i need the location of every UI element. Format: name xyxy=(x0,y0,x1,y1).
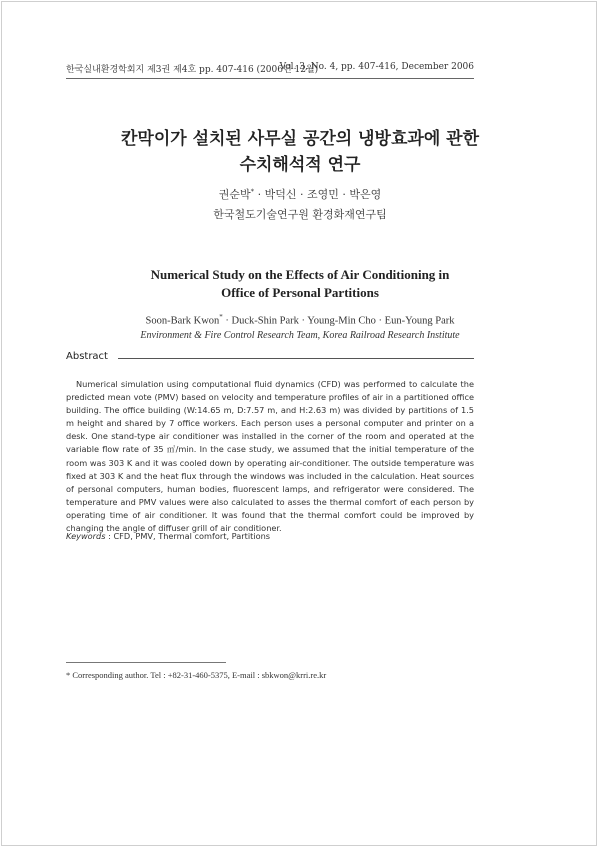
running-header xyxy=(66,62,474,76)
korean-title-line-1: 칸막이가 설치된 사무실 공간의 냉방효과에 관한 xyxy=(120,129,480,149)
english-title-line-1: Numerical Study on the Effects of Air Conditioning in xyxy=(150,267,450,282)
corresponding-mark: * xyxy=(250,187,255,196)
abstract-text: Numerical simulation using computational fluid dynamics (CFD) was performed to calculate the predicted mean vote (PMV) based on velocity and temperature profiles of air in a partitioned office building. The office building (W:14.65 m, D:7.57 m, and H:2.63 m) was divided by partitions of 1.5 m height and shared by 7 office workers. Each person uses a personal computer and printer on a desk. One stand-type air conditioner was installed in the corner of the room and operated at the variable flow rate of 35 ㎥/min. In the case study, we assumed that the initial temperature of the room was 303 K and it was cooled down by operating air-conditioner. The outside temperature was fixed at 303 K and the heat flux through the windows was included in the calculation. Heat sources of personal computers, human bodies, fluorescent lamps, and refrigerator were considered. The temperature and PMV values were also calculated to asses the thermal comfort of each person by operating time of air conditioner. It was found that the thermal comfort could be improved by changing the angle of diffuser grill of air conditioner. xyxy=(66,379,474,534)
journal-header-korean: 한국실내환경학회지 제3권 제4호 pp. 407-416 (2006년 12월) xyxy=(66,65,319,75)
keywords-list: : CFD, PMV, Thermal comfort, Partitions xyxy=(105,531,271,541)
korean-title-line-2: 수치해석적 연구 xyxy=(239,155,361,175)
korean-affiliation: 한국철도기술연구원 환경화재연구팀 xyxy=(213,208,387,221)
journal-header-english: Vol. 3, No. 4, pp. 407-416, December 2006 xyxy=(279,62,474,72)
corresponding-author-footnote: * Corresponding author. Tel : +82-31-460-5375, E-mail : sbkwon@krri.re.kr xyxy=(66,670,327,680)
keywords-label: Keywords xyxy=(66,531,106,541)
korean-title xyxy=(0,126,600,178)
footnote-divider xyxy=(66,662,226,663)
abstract-label: Abstract xyxy=(66,351,112,362)
abstract-heading xyxy=(66,351,474,365)
korean-authors xyxy=(0,186,600,202)
corresponding-mark-en: * xyxy=(219,313,223,321)
korean-authors-rest: · 박덕신 · 조영민 · 박은영 xyxy=(254,188,382,201)
header-divider xyxy=(66,78,474,79)
english-title-line-2: Office of Personal Partitions xyxy=(221,285,379,300)
abstract-rule xyxy=(118,358,474,359)
keywords xyxy=(66,531,474,541)
english-author-1: Soon-Bark Kwon xyxy=(145,315,220,327)
korean-author-1: 권순박 xyxy=(218,188,251,201)
english-authors-rest: · Duck-Shin Park · Young-Min Cho · Eun-Young Park xyxy=(222,315,455,327)
english-authors xyxy=(0,313,600,327)
english-affiliation: Environment & Fire Control Research Team, Korea Railroad Research Institute xyxy=(140,330,460,341)
english-title xyxy=(0,266,600,302)
